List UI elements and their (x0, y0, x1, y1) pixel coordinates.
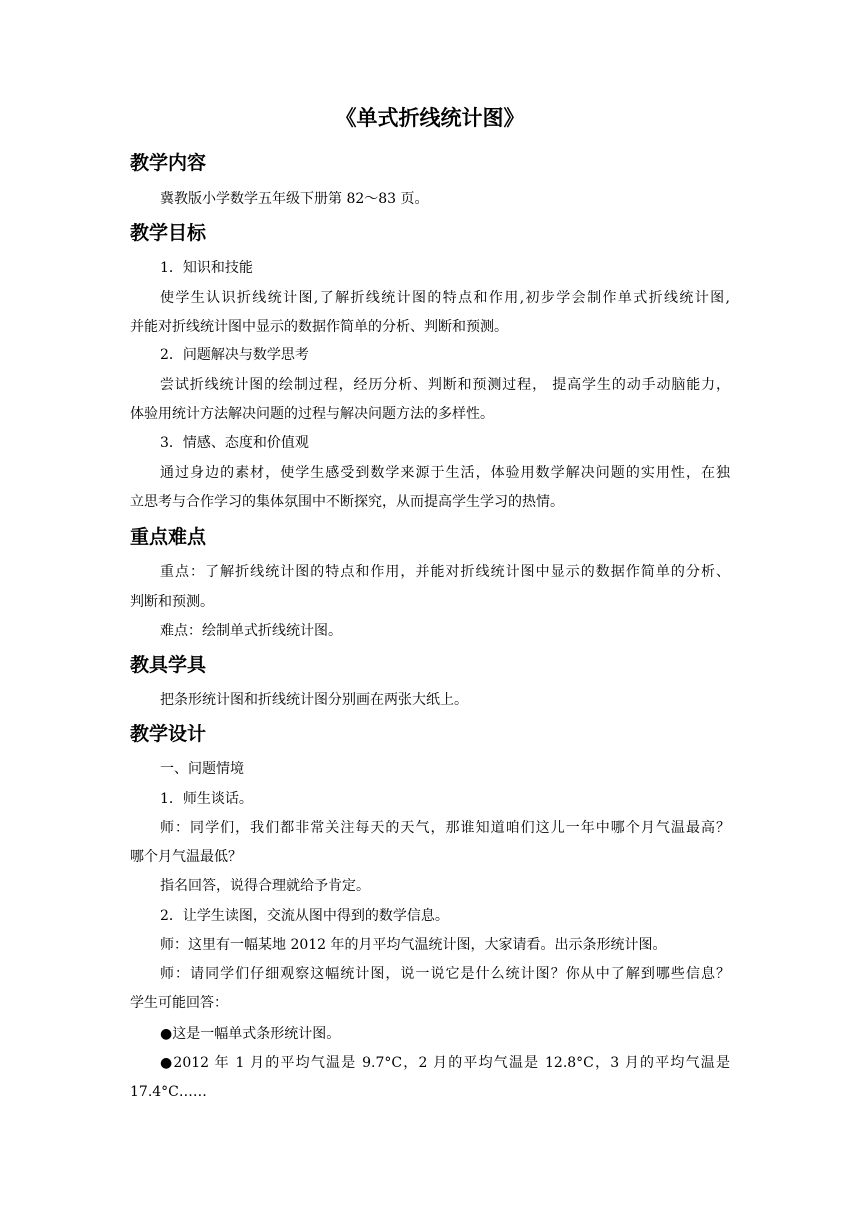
difficulty-point: 难点：绘制单式折线统计图。 (160, 623, 342, 639)
goal-item-3-line-2: 立思考与合作学习的集体氛围中不断探究，从而提高学生学习的热情。 (130, 494, 564, 510)
goal-item-1-line-1: 使学生认识折线统计图,了解折线统计图的特点和作用,初步学会制作单式折线统计图, (160, 290, 730, 306)
design-dialogue-1-line-1: 师：同学们，我们都非常关注每天的天气，那谁知道咱们这儿一年中哪个月气温最高？ (160, 820, 730, 836)
heading-teaching-tools: 教具学具 (130, 654, 207, 676)
design-bullet-2-line-2: 17.4°C…… (130, 1084, 207, 1100)
key-point-line-2: 判断和预测。 (130, 594, 214, 610)
key-point-line-1: 重点：了解折线统计图的特点和作用，并能对折线统计图中显示的数据作简单的分析、 (160, 564, 730, 580)
goal-item-3-title: 3．情感、态度和价值观 (160, 435, 309, 451)
heading-key-difficulties: 重点难点 (130, 526, 207, 548)
goal-item-2-line-2: 体验用统计方法解决问题的过程与解决问题方法的多样性。 (130, 406, 494, 422)
design-section-1: 一、问题情境 (160, 761, 244, 777)
heading-teaching-design: 教学设计 (130, 723, 207, 745)
design-step-1: 1．师生谈话。 (160, 791, 253, 807)
goal-item-3-line-1: 通过身边的素材，使学生感受到数学来源于生活，体验用数学解决问题的实用性，在独 (160, 465, 730, 481)
design-dialogue-2: 师：这里有一幅某地 2012 年的月平均气温统计图，大家请看。出示条形统计图。 (160, 937, 667, 953)
design-dialogue-3-line-1: 师：请同学们仔细观察这幅统计图，说一说它是什么统计图？你从中了解到哪些信息？ (160, 966, 730, 982)
content-paragraph: 冀教版小学数学五年级下册第 82～83 页。 (160, 191, 429, 207)
goal-item-2-line-1: 尝试折线统计图的绘制过程，经历分析、判断和预测过程， 提高学生的动手动脑能力， (160, 377, 730, 393)
heading-teaching-content: 教学内容 (130, 152, 207, 174)
design-bullet-2-line-1: ●2012 年 1 月的平均气温是 9.7°C，2 月的平均气温是 12.8°C，3 月的平均气温是 (160, 1055, 730, 1071)
design-dialogue-1-line-2: 哪个月气温最低？ (130, 849, 242, 865)
tools-paragraph: 把条形统计图和折线统计图分别画在两张大纸上。 (160, 692, 468, 708)
goal-item-1-line-2: 并能对折线统计图中显示的数据作简单的分析、判断和预测。 (130, 319, 508, 335)
design-step-2: 2．让学生读图，交流从图中得到的数学信息。 (160, 908, 449, 924)
design-answer-note: 指名回答，说得合理就给予肯定。 (160, 878, 370, 894)
design-dialogue-3-line-2: 学生可能回答： (130, 995, 228, 1011)
document-title: 《单式折线统计图》 (335, 106, 525, 130)
goal-item-2-title: 2．问题解决与数学思考 (160, 347, 309, 363)
design-bullet-1: ●这是一幅单式条形统计图。 (160, 1026, 341, 1042)
goal-item-1-title: 1．知识和技能 (160, 260, 253, 276)
heading-teaching-goals: 教学目标 (130, 222, 207, 244)
